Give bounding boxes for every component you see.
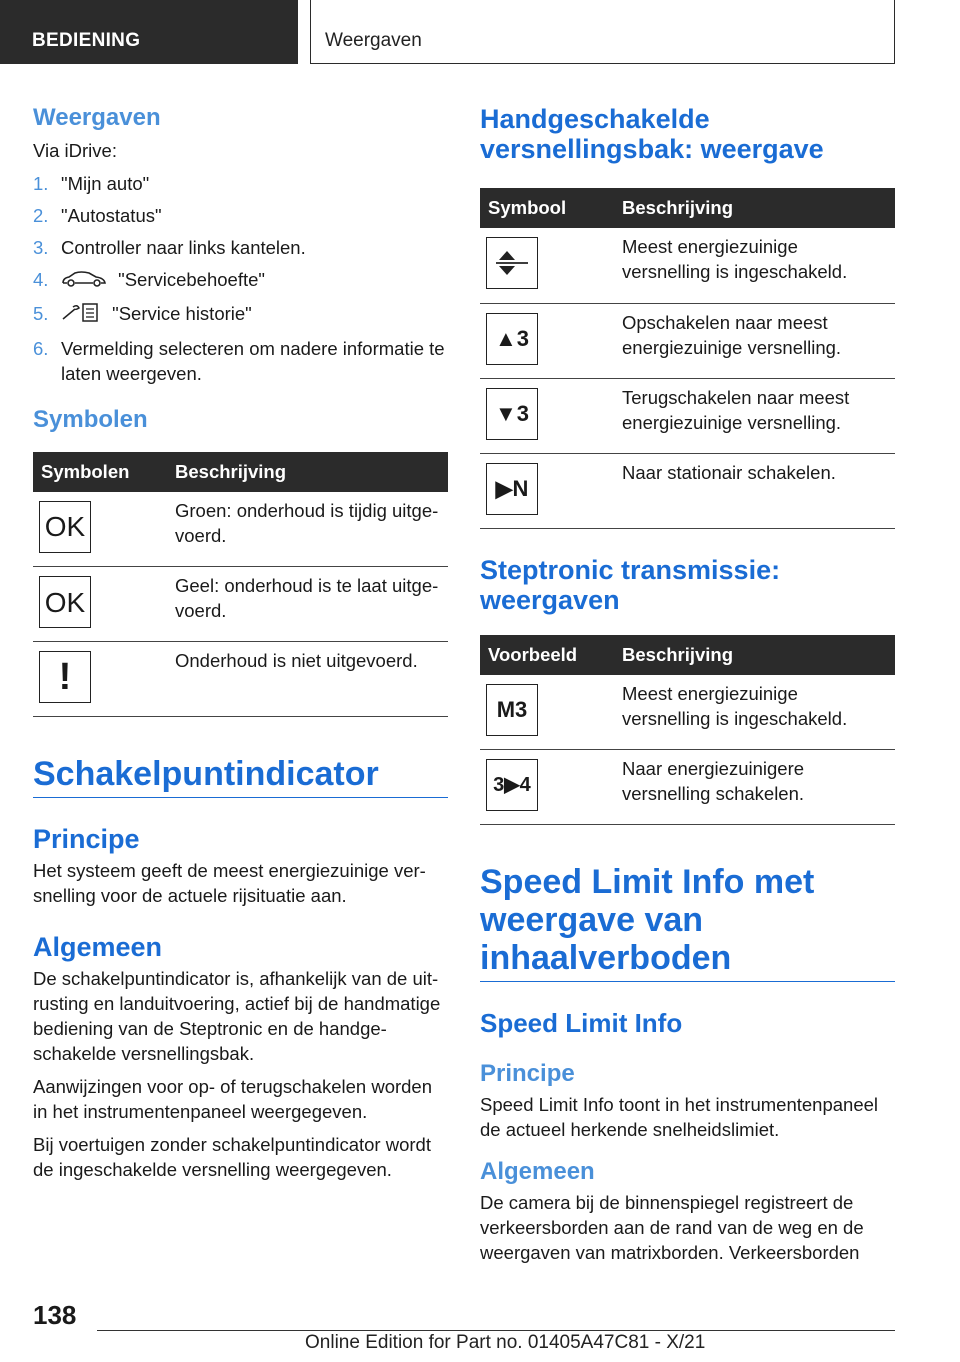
- shift-up-icon: ▲3: [486, 313, 538, 365]
- algemeen-text-right: De camera bij de binnenspiegel registreert de verkeersborden aan de rand van de weg en de weergaven van matrixborden. Verkeersborden: [480, 1192, 864, 1263]
- list-item: 5. "Service historie": [33, 301, 448, 329]
- ok-symbol-icon: OK: [39, 501, 91, 553]
- weergaven-heading: Weergaven: [33, 104, 161, 131]
- schakel-heading: Schakelpuntindicator: [33, 755, 448, 798]
- exclamation-icon: !: [39, 651, 91, 703]
- symbolen-heading: Symbolen: [33, 405, 148, 433]
- speed-limit-heading: Speed Limit Info met weergave van inhaalverboden: [480, 863, 895, 982]
- table-row: M3 Meest energiezuinige versnelling is ingeschakeld.: [480, 675, 895, 750]
- principe-heading: Principe: [33, 824, 140, 855]
- principe-text-right: Speed Limit Info toont in het instrumentenpaneel de actueel herkende snelheidslimiet.: [480, 1094, 879, 1140]
- table-row: ▲3 Opschakelen naar meest energiezuinige versnelling.: [480, 303, 895, 378]
- footer-divider: [97, 1330, 895, 1331]
- service-history-icon: [61, 301, 101, 329]
- via-idrive: Via iDrive:: [33, 140, 117, 161]
- right-column: [480, 100, 895, 1265]
- shift-3-to-4-icon: 3▶4: [486, 759, 538, 811]
- table-header: Symbool: [480, 188, 614, 228]
- table-header: Beschrijving: [614, 635, 895, 675]
- handgeschakelde-heading: Handgeschakelde versnellingsbak: weergave: [480, 104, 824, 164]
- table-row: ! Onderhoud is niet uitgevoerd.: [33, 642, 448, 717]
- m3-icon: M3: [486, 684, 538, 736]
- speed-limit-subheading: Speed Limit Info: [480, 1008, 683, 1038]
- table-row: 3▶4 Naar energiezuinigere versnelling schakelen.: [480, 750, 895, 825]
- car-icon: [61, 269, 107, 294]
- page-number: 138: [33, 1300, 77, 1330]
- list-item: 3. Controller naar links kantelen.: [33, 237, 306, 258]
- table-header: Symbolen: [33, 452, 167, 492]
- ok-symbol-icon: OK: [39, 576, 91, 628]
- algemeen-p1: De schakelpuntindicator is, afhankelijk van de uitrusting en landuitvoering, actief bij de handmatige bediening van de Steptronic en de handgeschakelde versnellingsbak.: [33, 968, 441, 1065]
- algemeen-p2: Aanwijzingen voor op- of terugschakelen worden in het instrumentenpaneel weergegeven.: [33, 1076, 433, 1123]
- steps-list: [33, 171, 448, 386]
- list-item: 6. Vermelding selecteren om nadere informatie te laten weergeven.: [33, 337, 445, 384]
- list-item: 2. "Autostatus": [33, 205, 162, 226]
- symbolen-table: [33, 452, 448, 718]
- header-chapter-tab: [310, 0, 895, 64]
- header-section-tab: [0, 0, 298, 64]
- table-row: OK Groen: onderhoud is tijdig uitgevoerd.: [33, 492, 448, 567]
- list-item: 4. "Servicebehoefte": [33, 267, 448, 294]
- header-section: BEDIENING: [32, 30, 141, 51]
- principe-heading-right: Principe: [480, 1060, 575, 1087]
- hand-table: [480, 188, 895, 529]
- left-column: [33, 100, 448, 1182]
- algemeen-heading: Algemeen: [33, 932, 163, 963]
- neutral-icon: ▶N: [486, 463, 538, 515]
- algemeen-heading-right: Algemeen: [480, 1158, 595, 1185]
- steptronic-heading: Steptronic transmissie: weergaven: [480, 554, 781, 615]
- table-header: Voorbeeld: [480, 635, 614, 675]
- steptronic-table: [480, 635, 895, 826]
- shift-down-icon: ▼3: [486, 388, 538, 440]
- table-header: Beschrijving: [614, 188, 895, 228]
- table-row: ▶N Naar stationair schakelen.: [480, 453, 895, 528]
- edition-text: Online Edition for Part no. 01405A47C81 - X/21: [305, 1332, 706, 1353]
- table-header: Beschrijving: [167, 452, 448, 492]
- principe-text: Het systeem geeft de meest energiezuinige versnelling voor de actuele rijsituatie aan.: [33, 860, 426, 907]
- header-chapter: Weergaven: [325, 30, 422, 51]
- list-item: 1. "Mijn auto": [33, 173, 150, 194]
- algemeen-p3: Bij voertuigen zonder schakelpuntindicator wordt de ingeschakelde versnelling weergegeven.: [33, 1134, 431, 1181]
- table-row: Meest energiezuinige versnelling is ingeschakeld.: [480, 228, 895, 303]
- table-row: OK Geel: onderhoud is te laat uitgevoerd.: [33, 567, 448, 642]
- table-row: ▼3 Terugschakelen naar meest energiezuinige versnelling.: [480, 378, 895, 453]
- up-down-arrow-icon: [486, 237, 538, 289]
